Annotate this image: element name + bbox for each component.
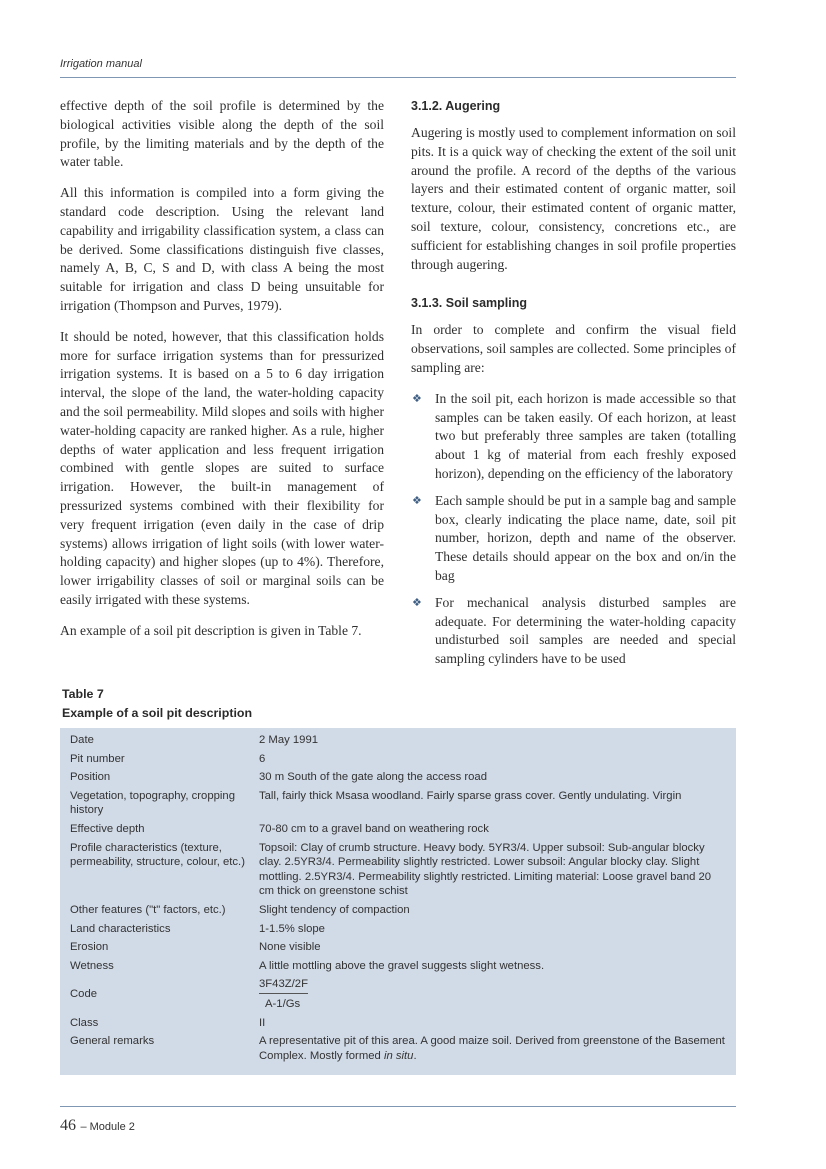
paragraph: All this information is compiled into a form giving the standard code description. Using the relevant land capability and irrigability classification system, a class can be derived. Some classifications distinguish five classes, namely A, B, C, S and D, with class A being the most suitable for irrigation and class D being unsuitable for irrigation (Thompson and Purves, 1979). [60, 185, 384, 313]
right-column [411, 97, 736, 677]
row-value: Tall, fairly thick Msasa woodland. Fairly sparse grass cover. Gently undulating. Virgin [259, 789, 682, 802]
row-label: Profile characteristics (texture, permeability, structure, colour, etc.) [70, 841, 245, 869]
table-row [70, 975, 728, 1013]
row-label: Date [70, 734, 94, 746]
table-caption [62, 685, 252, 722]
row-label: Position [70, 771, 111, 784]
list-item [411, 492, 736, 586]
section-heading-soil-sampling: 3.1.3. Soil sampling [411, 296, 528, 311]
page-number: 46 [60, 1117, 76, 1134]
table-row [70, 938, 728, 957]
row-value: 30 m South of the gate along the access road [259, 771, 487, 784]
row-value: 70-80 cm to a gravel band on weathering rock [259, 822, 489, 835]
paragraph: effective depth of the soil profile is determined by the biological activities visible along the depth of the soil profile, by the limiting materials and by the depth of the water table. [60, 98, 384, 170]
row-value [259, 1034, 728, 1063]
table-row [70, 768, 728, 787]
code-fraction [259, 977, 728, 1011]
table-row [70, 750, 728, 769]
section-heading-augering: 3.1.2. Augering [411, 99, 501, 113]
row-value: A little mottling above the gravel suggests slight wetness. [259, 959, 545, 972]
row-value-text: A representative pit of this area. A good maize soil. Derived from greenstone of the Basement Complex. Mostly formed [259, 1035, 725, 1062]
module-label: – Module 2 [80, 1121, 135, 1133]
table-row [70, 1014, 728, 1033]
row-value: 6 [259, 752, 266, 765]
row-label: Effective depth [70, 822, 145, 835]
header-rule [60, 77, 736, 78]
row-label: General remarks [70, 1035, 155, 1048]
paragraph: In order to complete and confirm the visual field observations, soil samples are collected. Some principles of sampling are: [411, 322, 736, 375]
table-title: Example of a soil pit description [62, 705, 253, 720]
diamond-bullet-icon: ❖ [412, 493, 422, 507]
page-footer [60, 1117, 135, 1135]
diamond-bullet-icon: ❖ [412, 595, 422, 609]
list-item-text: In the soil pit, each horizon is made accessible so that samples can be taken easily. Of each horizon, at least two but preferably three samples are taken (totalling about 1 kg of material from each freshly exposed horizon), depending on the efficiency of the laboratory [435, 390, 736, 481]
list-item [411, 390, 736, 484]
list-item-text: For mechanical analysis disturbed samples are adequate. For determining the water-holding capacity undisturbed soil samples are needed and special sampling cylinders have to be used [435, 594, 736, 667]
list-item-text: Each sample should be put in a sample bag and sample box, clearly indicating the place name, date, soil pit number, horizon, depth and name of the observer. These details should appear on the box and on/in the bag [435, 492, 736, 583]
row-label: Pit number [70, 752, 125, 765]
table-row [70, 1032, 728, 1065]
table-row [70, 820, 728, 839]
diamond-bullet-icon: ❖ [412, 391, 422, 405]
code-denominator: A-1/Gs [265, 997, 301, 1010]
row-value: 1-1.5% slope [259, 922, 325, 935]
footer-rule [60, 1106, 736, 1107]
row-label: Code [70, 988, 98, 1001]
row-label: Wetness [70, 959, 114, 972]
soil-pit-table [60, 728, 736, 1075]
table-row [70, 901, 728, 920]
table-row [70, 957, 728, 976]
row-value: Slight tendency of compaction [259, 903, 410, 916]
table-row [70, 920, 728, 939]
row-value: 2 May 1991 [259, 734, 319, 746]
row-value-end: . [413, 1049, 417, 1062]
table-row [70, 787, 728, 820]
paragraph: It should be noted, however, that this classification holds more for surface irrigation systems than for pressurized irrigation systems. It is based on a 5 to 6 day irrigation interval, the slope of the land, the water-holding capacity and the soil permeability. Mild slopes and soils with higher water-holding capacity are ranked higher. As a rule, higher depths of water application and less frequent irrigation combined with gentle slopes are suited to surface irrigation. However, the built-in management of pressurized systems combined with their flexibility for very frequent irrigation (even daily in the case of drip systems) allows irrigation of light soils (with lower water-holding capacity) and higher slopes (up to 4%). Therefore, lower irrigability classes of soil or marginal soils can be easily irrigated with these systems. [60, 328, 384, 607]
paragraph: An example of a soil pit description is given in Table 7. [60, 622, 362, 638]
row-label: Land characteristics [70, 922, 171, 935]
table-row [70, 839, 728, 901]
paragraph: Augering is mostly used to complement information on soil pits. It is a quick way of checking the extent of the soil unit around the profile. A record of the depths of the various layers and their estimated content of organic matter, soil texture, colour, their estimated content of organic matter, soil texture, colour, consistency, concretions etc., are sufficient for establishing changes in soil profile properties through augering. [411, 125, 736, 272]
row-value-italic: in situ [383, 1049, 414, 1062]
left-column [60, 97, 384, 653]
table-number: Table 7 [62, 687, 104, 701]
code-numerator: 3F43Z/2F [259, 977, 308, 994]
row-label: Erosion [70, 941, 109, 954]
row-label: Other features ("t" factors, etc.) [70, 903, 226, 916]
table-row [70, 731, 728, 750]
running-header: Irrigation manual [60, 58, 142, 70]
row-value: None visible [259, 941, 321, 954]
row-value: Topsoil: Clay of crumb structure. Heavy body. 5YR3/4. Upper subsoil: Sub-angular blocky clay. 2.5YR3/4. Permeability slightly restricted. Lower subsoil: Angular blocky clay. Slight mottling. 2.5YR3/4. Permeability slightly restricted. Limiting material: Loose gravel band 20 cm thick on greenstone schist [259, 841, 712, 898]
list-item [411, 594, 736, 669]
row-label: Vegetation, topography, cropping history [70, 789, 235, 817]
row-label: Class [70, 1016, 99, 1029]
sampling-principles-list [411, 390, 736, 669]
row-value: II [259, 1016, 266, 1029]
